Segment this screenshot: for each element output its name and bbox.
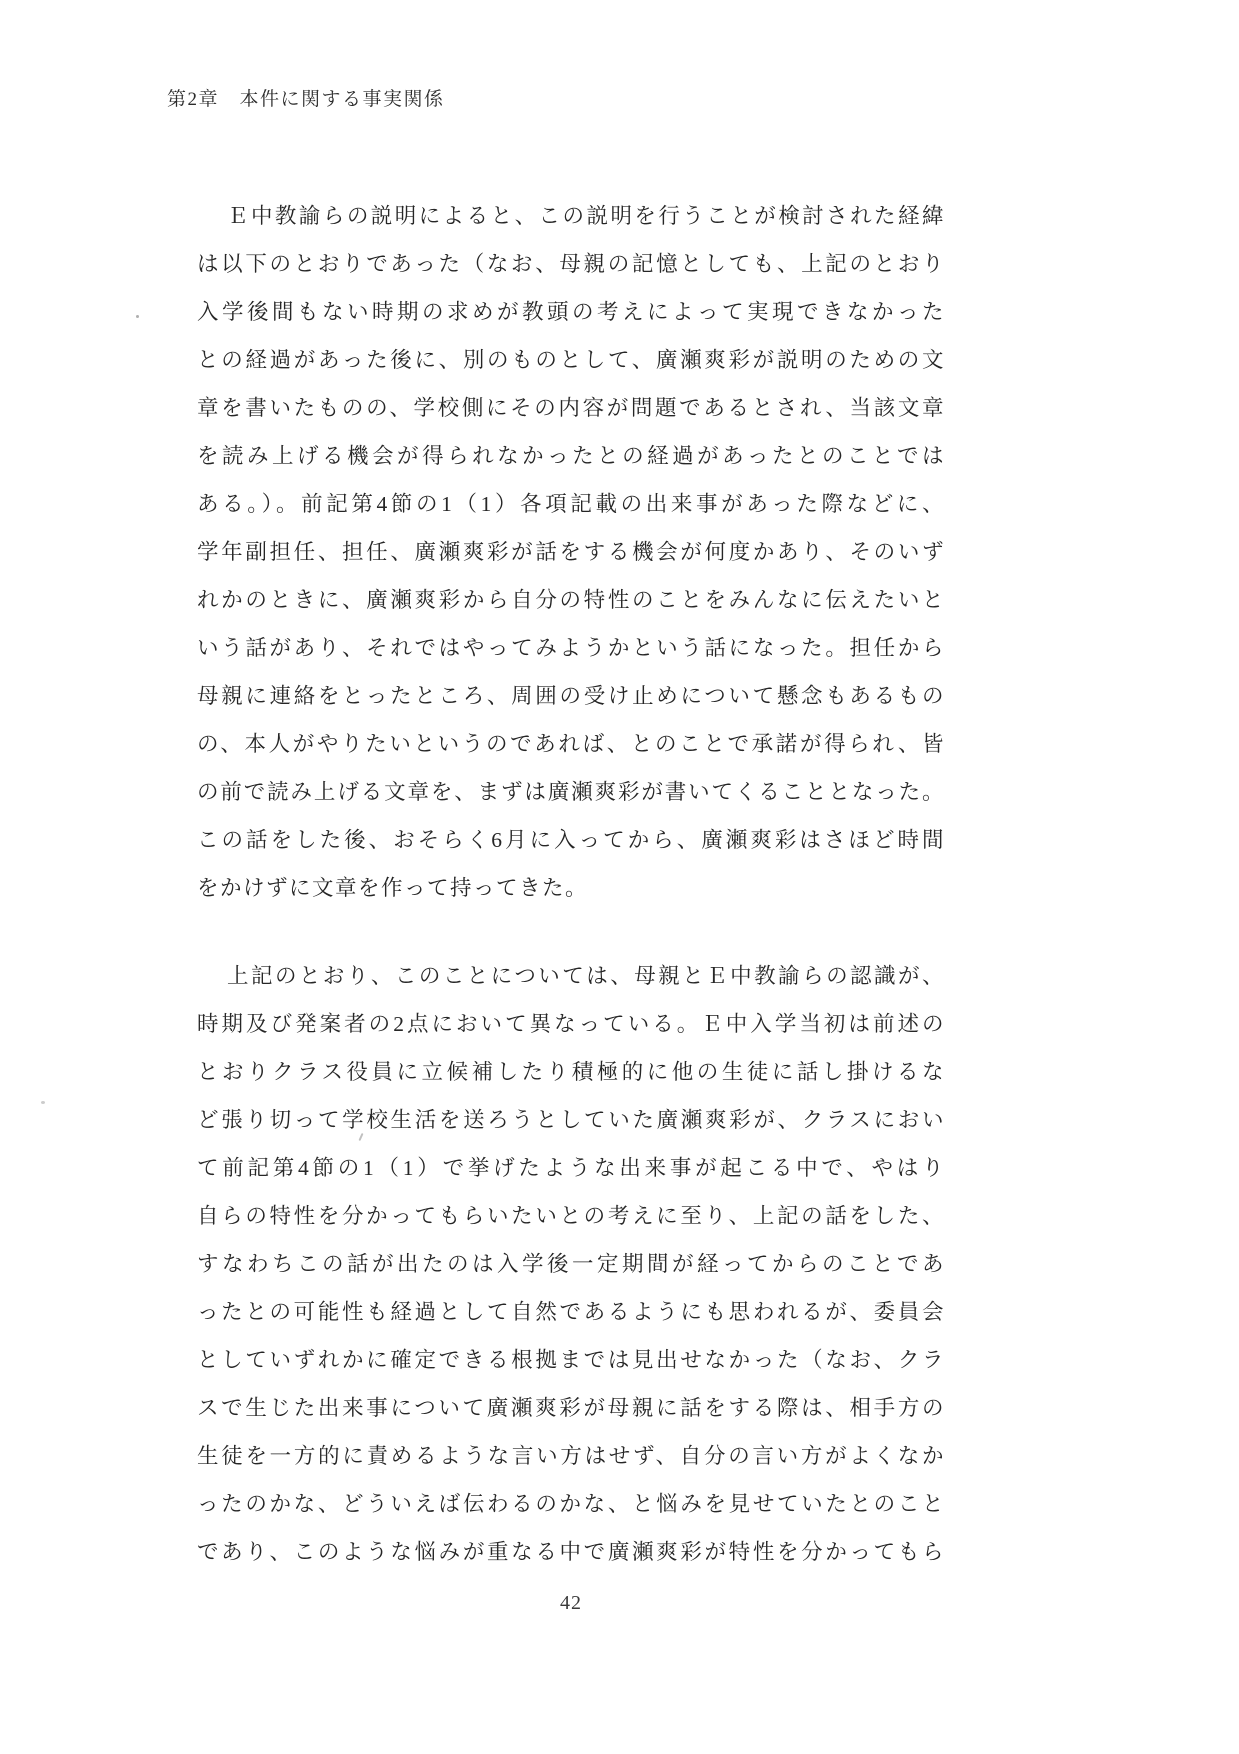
text-line: Ｅ中教諭らの説明によると、この説明を行うことが検討された経緯	[227, 204, 945, 228]
text-line: の前で読み上げる文章を、まずは廣瀬爽彩が書いてくることとなった。	[197, 780, 945, 804]
text-line: とおりクラス役員に立候補したり積極的に他の生徒に話し掛けるな	[197, 1060, 945, 1084]
text-line: スで生じた出来事について廣瀬爽彩が母親に話をする際は、相手方の	[197, 1396, 945, 1420]
text-line: としていずれかに確定できる根拠までは見出せなかった（なお、クラ	[197, 1348, 945, 1372]
text-line: この話をした後、おそらく6月に入ってから、廣瀬爽彩はさほど時間	[197, 828, 945, 852]
text-line: 学年副担任、担任、廣瀬爽彩が話をする機会が何度かあり、そのいず	[197, 540, 945, 564]
scan-speck	[41, 1101, 45, 1104]
text-line: をかけずに文章を作って持ってきた。	[197, 876, 589, 900]
text-line: を読み上げる機会が得られなかったとの経過があったとのことでは	[197, 444, 945, 468]
text-line: 時期及び発案者の2点において異なっている。Ｅ中入学当初は前述の	[197, 1012, 945, 1036]
text-line: すなわちこの話が出たのは入学後一定期間が経ってからのことであ	[197, 1252, 945, 1276]
text-line: との経過があった後に、別のものとして、廣瀬爽彩が説明のための文	[197, 348, 945, 372]
text-line: ある。）。前記第4節の1（1）各項記載の出来事があった際などに、	[197, 492, 945, 516]
text-line: いう話があり、それではやってみようかという話になった。担任から	[197, 636, 945, 660]
chapter-header: 第2章 本件に関する事実関係	[167, 89, 445, 110]
text-line: 自らの特性を分かってもらいたいとの考えに至り、上記の話をした、	[197, 1204, 945, 1228]
text-line: ったのかな、どういえば伝わるのかな、と悩みを見せていたとのこと	[197, 1492, 945, 1516]
text-line: は以下のとおりであった（なお、母親の記憶としても、上記のとおり	[197, 252, 945, 276]
body-text	[197, 192, 945, 1576]
paragraph	[197, 952, 945, 1576]
text-line: 入学後間もない時期の求めが教頭の考えによって実現できなかった	[197, 300, 945, 324]
text-line: 生徒を一方的に責めるような言い方はせず、自分の言い方がよくなか	[197, 1444, 945, 1468]
text-line: ったとの可能性も経過として自然であるようにも思われるが、委員会	[197, 1300, 945, 1324]
text-line: れかのときに、廣瀬爽彩から自分の特性のことをみんなに伝えたいと	[197, 588, 945, 612]
text-line: 章を書いたものの、学校側にその内容が問題であるとされ、当該文章	[197, 396, 945, 420]
page-number: 42	[560, 1592, 582, 1614]
text-line: であり、このような悩みが重なる中で廣瀬爽彩が特性を分かってもら	[197, 1540, 945, 1564]
text-line: て前記第4節の1（1）で挙げたような出来事が起こる中で、やはり	[197, 1156, 945, 1180]
scan-speck	[136, 315, 139, 318]
text-line: 上記のとおり、このことについては、母親とＥ中教諭らの認識が、	[227, 964, 945, 988]
text-line: ど張り切って学校生活を送ろうとしていた廣瀬爽彩が、クラスにおい	[197, 1108, 945, 1132]
text-line: 母親に連絡をとったところ、周囲の受け止めについて懸念もあるもの	[197, 684, 945, 708]
paragraph	[197, 192, 945, 912]
text-line: の、本人がやりたいというのであれば、とのことで承諾が得られ、皆	[197, 732, 945, 756]
